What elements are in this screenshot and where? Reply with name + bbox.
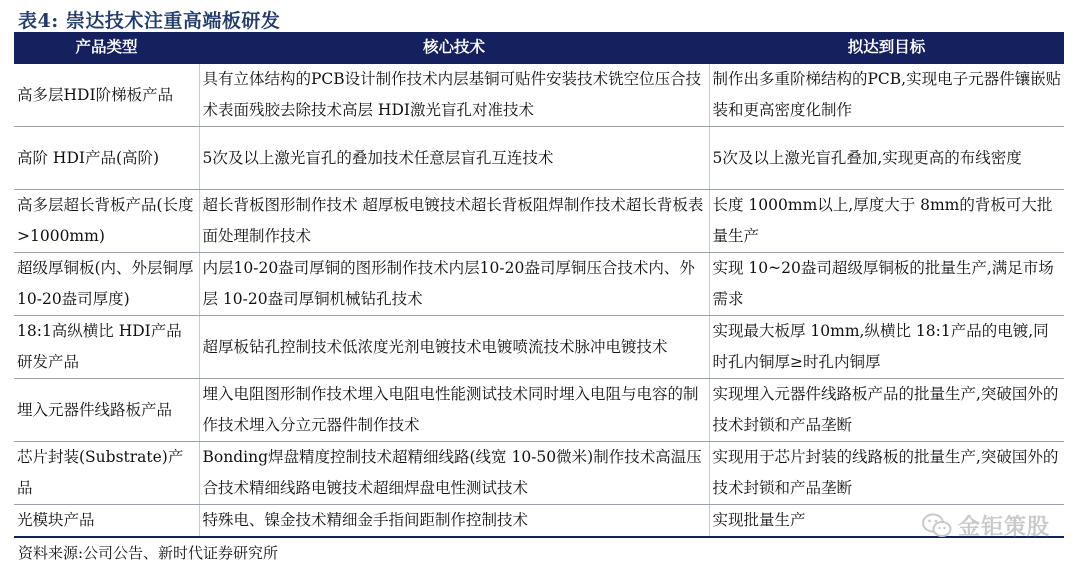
cell-core-tech: 内层10-20盎司厚铜的图形制作技术内层10-20盎司厚铜压合技术内、外层 10-20盎司厚铜机械钻孔技术 — [199, 253, 709, 316]
cell-core-tech: 超厚板钻孔控制技术低浓度光剂电镀技术电镀喷流技术脉冲电镀技术 — [199, 316, 709, 379]
cell-product-type: 高阶 HDI产品(高阶) — [14, 127, 199, 190]
cell-target-goal: 实现用于芯片封装的线路板的批量生产,突破国外的技术封锁和产品垄断 — [709, 442, 1064, 505]
cell-target-goal: 实现 10~20盎司超级厚铜板的批量生产,满足市场需求 — [709, 253, 1064, 316]
cell-core-tech: 5次及以上激光盲孔的叠加技术任意层盲孔互连技术 — [199, 127, 709, 190]
cell-target-goal: 制作出多重阶梯结构的PCB,实现电子元器件镶嵌贴装和更高密度化制作 — [709, 63, 1064, 127]
cell-target-goal: 实现最大板厚 10mm,纵横比 18:1产品的电镀,同时孔内铜厚≥时孔内铜厚 — [709, 316, 1064, 379]
cell-product-type: 高多层HDI阶梯板产品 — [14, 63, 199, 127]
source-note: 资料来源:公司公告、新时代证券研究所 — [18, 544, 279, 562]
product-table — [14, 32, 1064, 538]
cell-core-tech: 特殊电、镍金技术精细金手指间距制作控制技术 — [199, 505, 709, 538]
watermark — [922, 510, 1050, 541]
table-row — [14, 253, 1064, 316]
cell-target-goal: 实现批量生产 — [709, 505, 1064, 538]
cell-product-type: 高多层超长背板产品(长度>1000mm) — [14, 190, 199, 253]
cell-product-type: 光模块产品 — [14, 505, 199, 538]
table-row — [14, 316, 1064, 379]
table-row — [14, 190, 1064, 253]
header-product-type: 产品类型 — [14, 32, 199, 63]
cell-target-goal: 长度 1000mm以上,厚度大于 8mm的背板可大批量生产 — [709, 190, 1064, 253]
table-row — [14, 379, 1064, 442]
cell-product-type: 超级厚铜板(内、外层铜厚 10-20盎司厚度) — [14, 253, 199, 316]
cell-product-type: 埋入元器件线路板产品 — [14, 379, 199, 442]
wechat-icon — [922, 513, 952, 539]
table-row — [14, 63, 1064, 127]
header-target-goal: 拟达到目标 — [709, 32, 1064, 63]
table-header-row — [14, 32, 1064, 63]
table-row — [14, 505, 1064, 538]
cell-target-goal: 5次及以上激光盲孔叠加,实现更高的布线密度 — [709, 127, 1064, 190]
table-row — [14, 442, 1064, 505]
cell-core-tech: 超长背板图形制作技术 超厚板电镀技术超长背板阻焊制作技术超长背板表面处理制作技术 — [199, 190, 709, 253]
cell-product-type: 芯片封装(Substrate)产品 — [14, 442, 199, 505]
cell-core-tech: 具有立体结构的PCB设计制作技术内层基铜可贴件安装技术铣空位压合技术表面残胶去除技术高层 HDI激光盲孔对准技术 — [199, 63, 709, 127]
table-row — [14, 127, 1064, 190]
cell-core-tech: 埋入电阻图形制作技术埋入电阻电性能测试技术同时埋入电阻与电容的制作技术埋入分立元器件制作技术 — [199, 379, 709, 442]
header-core-tech: 核心技术 — [199, 32, 709, 63]
cell-product-type: 18:1高纵横比 HDI产品研发产品 — [14, 316, 199, 379]
watermark-text: 金钜策股 — [957, 515, 1050, 540]
cell-target-goal: 实现埋入元器件线路板产品的批量生产,突破国外的技术封锁和产品垄断 — [709, 379, 1064, 442]
table-title: 表4: 崇达技术注重高端板研发 — [18, 10, 281, 32]
cell-core-tech: Bonding焊盘精度控制技术超精细线路(线宽 10-50微米)制作技术高温压合技术精细线路电镀技术超细焊盘电性测试技术 — [199, 442, 709, 505]
